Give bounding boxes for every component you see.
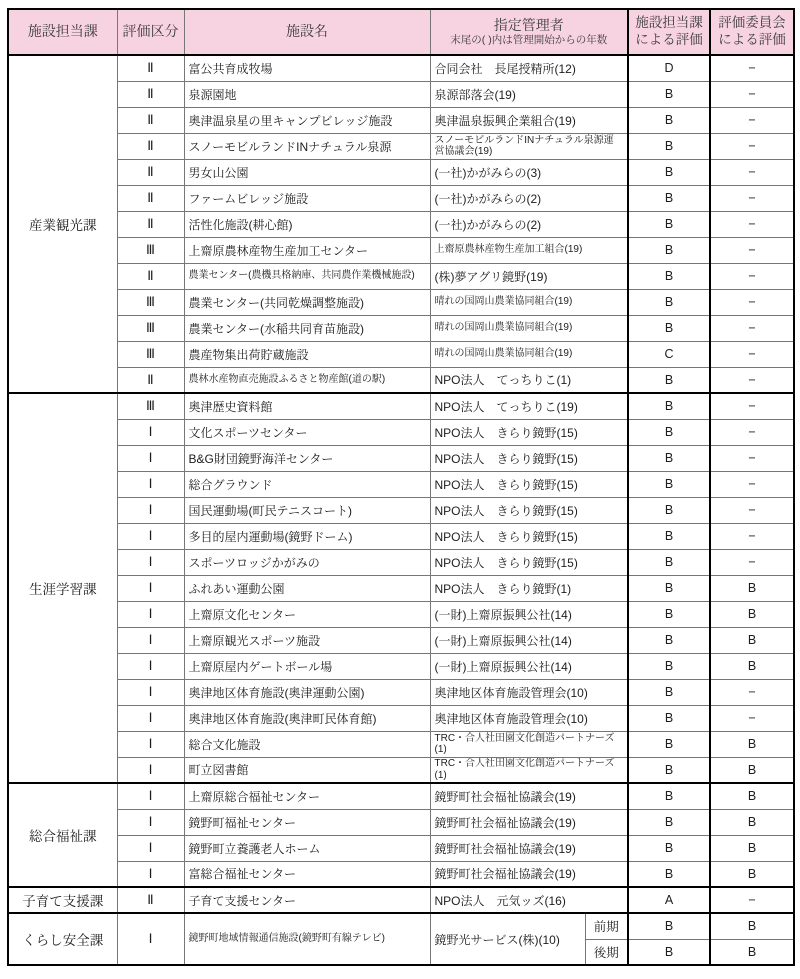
category-cell: Ⅲ (117, 341, 184, 367)
committee-eval-cell: B (710, 913, 794, 939)
dept-eval-cell: B (628, 419, 710, 445)
manager-cell: 泉源部落会(19) (430, 81, 628, 107)
facility-cell: 上齋原観光スポーツ施設 (184, 627, 430, 653)
category-cell: Ⅰ (117, 835, 184, 861)
dept-eval-cell: B (628, 133, 710, 159)
dept-eval-cell: B (628, 523, 710, 549)
committee-eval-cell: − (710, 549, 794, 575)
facility-cell: 富総合福祉センター (184, 861, 430, 887)
category-cell: Ⅰ (117, 653, 184, 679)
committee-eval-cell: − (710, 133, 794, 159)
committee-eval-cell: − (710, 315, 794, 341)
category-cell: Ⅰ (117, 679, 184, 705)
category-cell: Ⅲ (117, 315, 184, 341)
manager-cell: NPO法人 きらり鏡野(15) (430, 549, 628, 575)
category-cell: Ⅰ (117, 601, 184, 627)
manager-cell: 上齋原農林産物生産加工組合(19) (430, 237, 628, 263)
manager-cell: 鏡野町社会福祉協議会(19) (430, 783, 628, 809)
manager-cell: 鏡野町社会福祉協議会(19) (430, 861, 628, 887)
dept-eval-cell: B (628, 731, 710, 757)
committee-eval-cell: B (710, 861, 794, 887)
table-row (8, 497, 794, 523)
table-row (8, 757, 794, 783)
manager-cell: 奥津地区体育施設管理会(10) (430, 705, 628, 731)
facility-cell: 奥津歴史資料館 (184, 393, 430, 419)
category-cell: Ⅱ (117, 159, 184, 185)
manager-cell: TRC・合人社田園文化創造パートナーズ(1) (430, 731, 628, 757)
dept-eval-cell: B (628, 861, 710, 887)
committee-eval-cell: B (710, 809, 794, 835)
facility-cell: スポーツロッジかがみの (184, 549, 430, 575)
category-cell: Ⅰ (117, 705, 184, 731)
committee-eval-cell: B (710, 653, 794, 679)
dept-eval-cell: B (628, 445, 710, 471)
committee-eval-cell: B (710, 601, 794, 627)
facility-cell: スノーモビルランドINナチュラル泉源 (184, 133, 430, 159)
category-cell: Ⅲ (117, 289, 184, 315)
committee-eval-cell: B (710, 835, 794, 861)
manager-cell: TRC・合人社田園文化創造パートナーズ(1) (430, 757, 628, 783)
category-cell: Ⅰ (117, 731, 184, 757)
dept-eval-cell: B (628, 315, 710, 341)
manager-cell: (一社)かがみらの(2) (430, 211, 628, 237)
dept-eval-cell: B (628, 653, 710, 679)
table-row (8, 289, 794, 315)
facility-cell: 泉源園地 (184, 81, 430, 107)
dept-eval-cell: B (628, 263, 710, 289)
committee-eval-cell: − (710, 211, 794, 237)
table-row (8, 159, 794, 185)
category-cell: Ⅱ (117, 367, 184, 393)
committee-eval-cell: − (710, 159, 794, 185)
category-cell: Ⅰ (117, 549, 184, 575)
committee-eval-cell: B (710, 757, 794, 783)
committee-eval-cell: − (710, 445, 794, 471)
manager-cell: NPO法人 てっちりこ(19) (430, 393, 628, 419)
facility-cell: 奥津地区体育施設(奥津運動公園) (184, 679, 430, 705)
dept-eval-cell: B (628, 471, 710, 497)
committee-eval-cell: − (710, 471, 794, 497)
table-row (8, 315, 794, 341)
category-cell: Ⅱ (117, 263, 184, 289)
facility-cell: 農業センター(共同乾燥調整施設) (184, 289, 430, 315)
committee-eval-cell: − (710, 705, 794, 731)
table-row (8, 913, 794, 939)
manager-cell: (一財)上齋原振興公社(14) (430, 601, 628, 627)
department-cell: 産業観光課 (8, 55, 117, 393)
table-row (8, 133, 794, 159)
table-row (8, 341, 794, 367)
manager-cell: 晴れの国岡山農業協同組合(19) (430, 341, 628, 367)
committee-eval-cell: − (710, 523, 794, 549)
dept-eval-cell: B (628, 497, 710, 523)
table-row (8, 783, 794, 809)
category-cell: Ⅰ (117, 575, 184, 601)
facility-cell: 活性化施設(耕心館) (184, 211, 430, 237)
dept-eval-cell: B (628, 549, 710, 575)
facility-cell: 農業センター(農機具格納庫、共同農作業機械施設) (184, 263, 430, 289)
manager-cell: (一社)かがみらの(3) (430, 159, 628, 185)
table-row (8, 81, 794, 107)
table-row (8, 523, 794, 549)
committee-eval-cell: B (710, 575, 794, 601)
dept-eval-cell: C (628, 341, 710, 367)
facility-cell: ファームビレッジ施設 (184, 185, 430, 211)
table-row (8, 367, 794, 393)
category-cell: Ⅰ (117, 419, 184, 445)
committee-eval-cell: − (710, 419, 794, 445)
table-row (8, 471, 794, 497)
manager-cell: (一財)上齋原振興公社(14) (430, 653, 628, 679)
category-cell: Ⅰ (117, 757, 184, 783)
facility-cell: 上齋原農林産物生産加工センター (184, 237, 430, 263)
facility-cell: 文化スポーツセンター (184, 419, 430, 445)
dept-eval-cell: B (628, 913, 710, 939)
manager-cell: スノーモビルランドINナチュラル泉源運営協議会(19) (430, 133, 628, 159)
manager-cell: NPO法人 きらり鏡野(15) (430, 497, 628, 523)
manager-cell: 晴れの国岡山農業協同組合(19) (430, 315, 628, 341)
category-cell: Ⅰ (117, 497, 184, 523)
facility-cell: B&G財団鏡野海洋センター (184, 445, 430, 471)
category-cell: Ⅰ (117, 783, 184, 809)
committee-eval-cell: − (710, 887, 794, 913)
category-cell: Ⅱ (117, 133, 184, 159)
table-row (8, 731, 794, 757)
table-row (8, 627, 794, 653)
dept-eval-cell: B (628, 575, 710, 601)
facility-cell: 農林水産物直売施設ふるさと物産館(道の駅) (184, 367, 430, 393)
facility-cell: 奥津温泉星の里キャンプビレッジ施設 (184, 107, 430, 133)
facility-cell: 子育て支援センター (184, 887, 430, 913)
committee-eval-cell: − (710, 367, 794, 393)
category-cell: Ⅲ (117, 237, 184, 263)
category-cell: Ⅱ (117, 107, 184, 133)
dept-eval-cell: B (628, 783, 710, 809)
category-cell: Ⅰ (117, 861, 184, 887)
category-cell: Ⅰ (117, 913, 184, 965)
facility-cell: 農産物集出荷貯蔵施設 (184, 341, 430, 367)
committee-eval-cell: B (710, 627, 794, 653)
facility-cell: 鏡野町福祉センター (184, 809, 430, 835)
dept-eval-cell: B (628, 289, 710, 315)
dept-eval-cell: B (628, 211, 710, 237)
category-cell: Ⅰ (117, 471, 184, 497)
dept-eval-cell: B (628, 601, 710, 627)
table-row (8, 809, 794, 835)
table-row (8, 887, 794, 913)
department-cell: 総合福祉課 (8, 783, 117, 887)
department-cell: 子育て支援課 (8, 887, 117, 913)
committee-eval-cell: − (710, 289, 794, 315)
category-cell: Ⅱ (117, 55, 184, 81)
manager-cell: NPO法人 きらり鏡野(15) (430, 471, 628, 497)
dept-eval-cell: B (628, 679, 710, 705)
manager-cell: NPO法人 てっちりこ(1) (430, 367, 628, 393)
dept-eval-cell: B (628, 809, 710, 835)
manager-cell: 奥津温泉振興企業組合(19) (430, 107, 628, 133)
table-row (8, 861, 794, 887)
dept-eval-cell: A (628, 887, 710, 913)
facility-cell: 総合文化施設 (184, 731, 430, 757)
dept-eval-cell: B (628, 757, 710, 783)
dept-eval-cell: B (628, 627, 710, 653)
manager-cell: 奥津地区体育施設管理会(10) (430, 679, 628, 705)
col-header-manager (430, 9, 628, 55)
facility-evaluation-table (7, 8, 795, 966)
col-header-category: 評価区分 (117, 9, 184, 55)
facility-cell: 鏡野町地域情報通信施設(鏡野町有線テレビ) (184, 913, 430, 965)
manager-cell: 鏡野町社会福祉協議会(19) (430, 835, 628, 861)
manager-cell: NPO法人 きらり鏡野(1) (430, 575, 628, 601)
dept-eval-cell: D (628, 55, 710, 81)
table-row (8, 549, 794, 575)
table-row (8, 653, 794, 679)
manager-cell: (株)夢アグリ鏡野(19) (430, 263, 628, 289)
table-row (8, 419, 794, 445)
committee-eval-cell: B (710, 783, 794, 809)
facility-cell: 奥津地区体育施設(奥津町民体育館) (184, 705, 430, 731)
category-cell: Ⅱ (117, 81, 184, 107)
table-row (8, 263, 794, 289)
table-row (8, 601, 794, 627)
category-cell: Ⅱ (117, 211, 184, 237)
category-cell: Ⅰ (117, 627, 184, 653)
manager-header-note: 末尾の( )内は管理開始からの年数 (450, 34, 608, 47)
facility-cell: 農業センター(水稲共同育苗施設) (184, 315, 430, 341)
dept-eval-cell: B (628, 185, 710, 211)
table-row (8, 55, 794, 81)
dept-eval-cell: B (628, 939, 710, 965)
committee-eval-cell: − (710, 679, 794, 705)
facility-cell: 上齋原屋内ゲートボール場 (184, 653, 430, 679)
col-header-dept-eval: 施設担当課 による評価 (628, 9, 710, 55)
table-row (8, 185, 794, 211)
manager-cell: 鏡野町社会福祉協議会(19) (430, 809, 628, 835)
facility-cell: 富公共育成牧場 (184, 55, 430, 81)
dept-eval-cell: B (628, 393, 710, 419)
department-cell: 生涯学習課 (8, 393, 117, 783)
facility-cell: 男女山公園 (184, 159, 430, 185)
period-cell: 前期 (585, 913, 628, 939)
manager-cell: 鏡野光サービス(株)(10) (430, 913, 585, 965)
committee-eval-cell: B (710, 731, 794, 757)
manager-header-title: 指定管理者 (493, 16, 564, 33)
manager-cell: NPO法人 きらり鏡野(15) (430, 419, 628, 445)
committee-eval-cell: − (710, 341, 794, 367)
facility-cell: 町立図書館 (184, 757, 430, 783)
dept-eval-cell: B (628, 81, 710, 107)
facility-cell: ふれあい運動公園 (184, 575, 430, 601)
manager-cell: NPO法人 元気ッズ(16) (430, 887, 628, 913)
table-row (8, 679, 794, 705)
table-header (8, 9, 794, 55)
dept-eval-cell: B (628, 159, 710, 185)
facility-cell: 国民運動場(町民テニスコート) (184, 497, 430, 523)
dept-eval-cell: B (628, 237, 710, 263)
table-row (8, 107, 794, 133)
facility-cell: 多目的屋内運動場(鏡野ドーム) (184, 523, 430, 549)
dept-eval-cell: B (628, 107, 710, 133)
dept-eval-cell: B (628, 705, 710, 731)
committee-eval-cell: − (710, 237, 794, 263)
category-cell: Ⅱ (117, 887, 184, 913)
table-row (8, 211, 794, 237)
committee-eval-cell: − (710, 81, 794, 107)
table-row (8, 575, 794, 601)
table-row (8, 445, 794, 471)
table-row (8, 237, 794, 263)
category-cell: Ⅲ (117, 393, 184, 419)
table-body (8, 55, 794, 965)
table-row (8, 835, 794, 861)
dept-eval-cell: B (628, 367, 710, 393)
facility-cell: 上齋原文化センター (184, 601, 430, 627)
committee-eval-cell: − (710, 393, 794, 419)
committee-eval-cell: B (710, 939, 794, 965)
table-row (8, 393, 794, 419)
committee-eval-cell: − (710, 55, 794, 81)
col-header-department: 施設担当課 (8, 9, 117, 55)
manager-cell: 合同会社 長尾授精所(12) (430, 55, 628, 81)
committee-eval-cell: − (710, 107, 794, 133)
committee-eval-cell: − (710, 497, 794, 523)
manager-cell: 晴れの国岡山農業協同組合(19) (430, 289, 628, 315)
category-cell: Ⅱ (117, 185, 184, 211)
col-header-facility: 施設名 (184, 9, 430, 55)
manager-cell: (一社)かがみらの(2) (430, 185, 628, 211)
committee-eval-cell: − (710, 185, 794, 211)
col-header-committee-eval: 評価委員会 による評価 (710, 9, 794, 55)
category-cell: Ⅰ (117, 809, 184, 835)
dept-eval-cell: B (628, 835, 710, 861)
header-row (8, 9, 794, 55)
manager-cell: NPO法人 きらり鏡野(15) (430, 523, 628, 549)
manager-cell: NPO法人 きらり鏡野(15) (430, 445, 628, 471)
facility-cell: 鏡野町立養護老人ホーム (184, 835, 430, 861)
table-row (8, 705, 794, 731)
category-cell: Ⅰ (117, 445, 184, 471)
department-cell: くらし安全課 (8, 913, 117, 965)
period-cell: 後期 (585, 939, 628, 965)
manager-cell: (一財)上齋原振興公社(14) (430, 627, 628, 653)
facility-cell: 上齋原総合福祉センター (184, 783, 430, 809)
committee-eval-cell: − (710, 263, 794, 289)
category-cell: Ⅰ (117, 523, 184, 549)
facility-cell: 総合グラウンド (184, 471, 430, 497)
